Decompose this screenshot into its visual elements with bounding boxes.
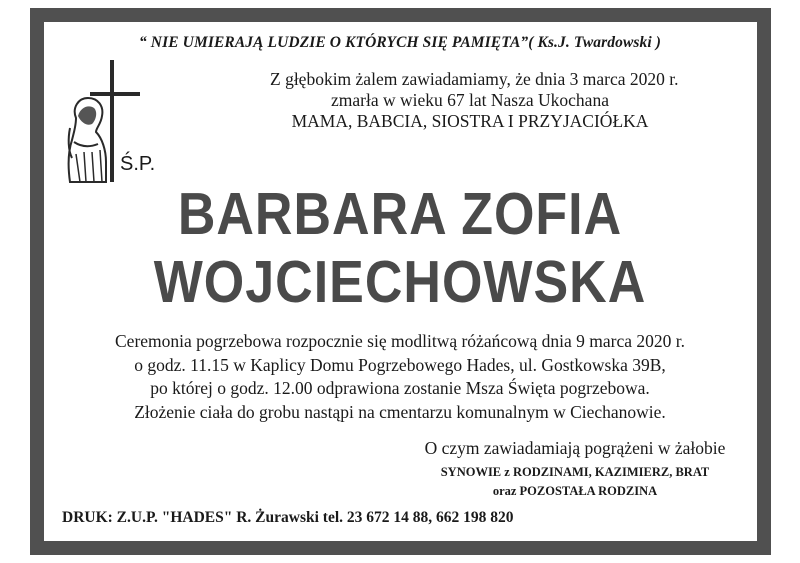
mourners-line: SYNOWIE z RODZINAMI, KAZIMIERZ, BRAT [440, 465, 710, 479]
intro-line: MAMA, BABCIA, SIOSTRA I PRZYJACIÓŁKA [291, 111, 649, 131]
ceremony-details [60, 330, 740, 424]
motto-quote: “ NIE UMIERAJĄ LUDZIE O KTÓRYCH SIĘ PAMIĘTA”( Ks.J. Twardowski ) [138, 34, 662, 51]
announcement-intro [270, 69, 679, 132]
intro-line: zmarła w wieku 67 lat Nasza Ukochana [331, 90, 609, 110]
ceremony-line: Złożenie ciała do grobu nastąpi na cmentarzu komunalnym w Ciechanowie. [134, 401, 666, 422]
mourners-list [410, 463, 740, 501]
deceased-first-names: BARBARA ZOFIA [177, 181, 623, 248]
ceremony-line: o godz. 11.15 w Kaplicy Domu Pogrzebowego Hades, ul. Gostkowska 39B, [134, 354, 666, 375]
ceremony-line: Ceremonia pogrzebowa rozpocznie się modlitwą różańcową dnia 9 marca 2020 r. [115, 331, 685, 351]
mourners-line: oraz POZOSTAŁA RODZINA [492, 484, 658, 498]
mourners-intro: O czym zawiadamiają pogrążeni w żałobie [424, 438, 726, 458]
deceased-surname: WOJCIECHOWSKA [153, 249, 647, 316]
printer-credit: DRUK: Z.U.P. "HADES" R. Żurawski tel. 23 672 14 88, 662 198 820 [62, 509, 514, 526]
intro-line: Z głębokim żalem zawiadamiamy, że dnia 3 marca 2020 r. [270, 69, 679, 89]
prefix-label: Ś.P. [120, 153, 156, 175]
ceremony-line: po której o godz. 12.00 odprawiona zostanie Msza Święta pogrzebowa. [150, 378, 650, 398]
